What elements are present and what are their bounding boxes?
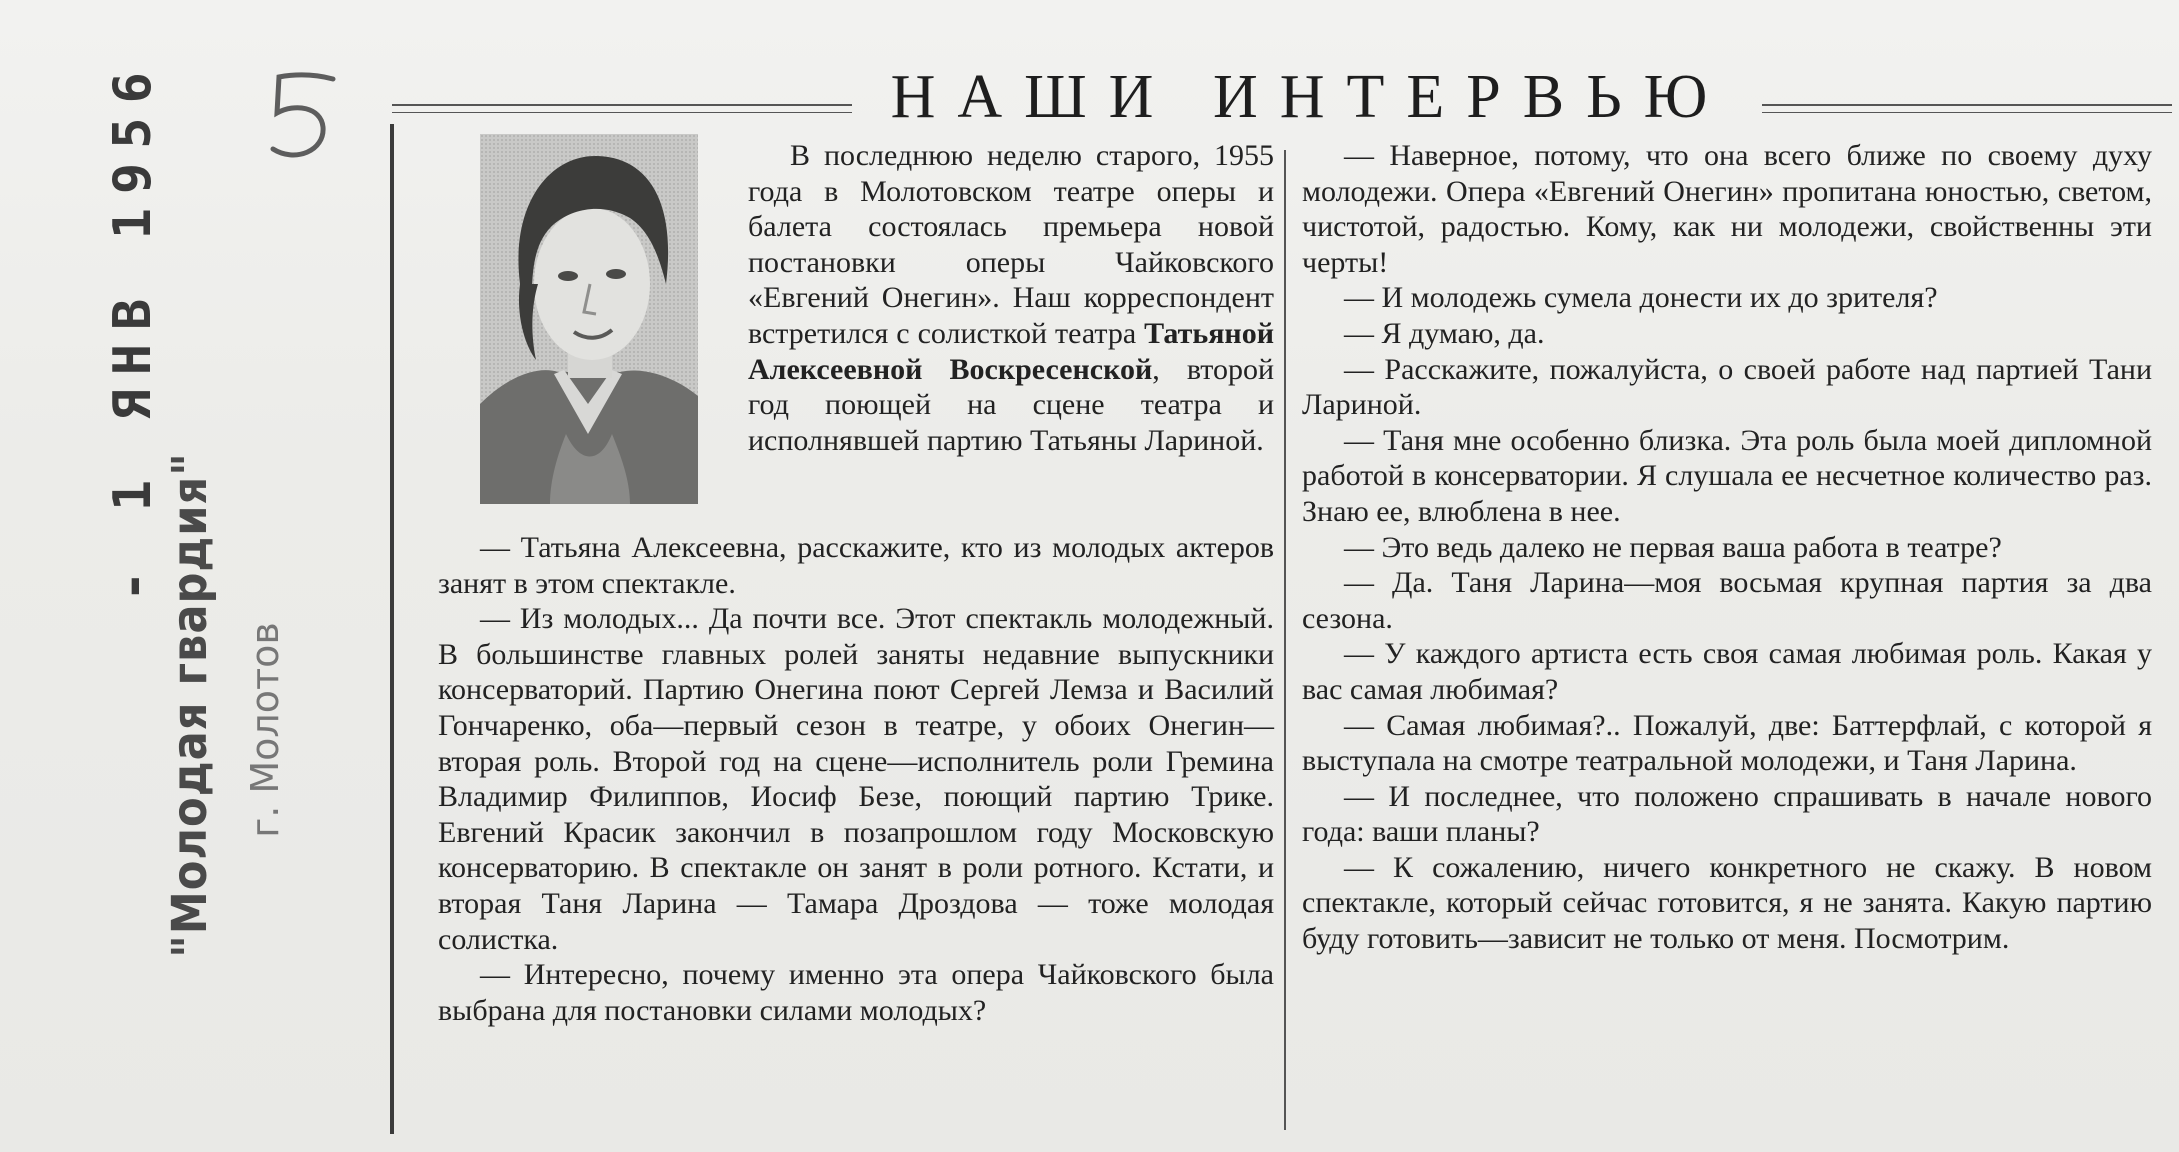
dialogue-paragraph: — Татьяна Алексеевна, расскажите, кто из молодых актеров занят в этом спектакле. — [438, 531, 1274, 600]
date-stamp-text: - 1 ЯНВ 1956 — [103, 58, 163, 602]
city-stamp — [240, 540, 290, 920]
dialogue-paragraph: — Интересно, почему именно эта опера Чайковского была выбрана для постановки силами молодых? — [438, 958, 1274, 1027]
dialogue-paragraph: — Я думаю, да. — [1344, 316, 1545, 350]
dialogue-paragraph: — Расскажите, пожалуйста, о своей работе над партией Тани Лариной. — [1302, 352, 2152, 422]
newspaper-name-stamp — [155, 452, 225, 958]
dialogue-paragraph: — Это ведь далеко не первая ваша работа в театре? — [1344, 530, 2002, 564]
article-intro — [748, 138, 1274, 458]
dialogue-paragraph: — Из молодых... Да почти все. Этот спектакль молодежный. В большинстве главных ролей заняты недавние выпускники консерваторий. Партию Онегина поют Сергей Лемза и Василий Гончаренко, оба—первый сезон в театре, у обоих Онегин—вторая роль. Второй год на сцене—исполнитель роли Гремина Владимир Филиппов, Иосиф Безе, поющий партию Трике. Евгений Красик закончил в позапрошлом году Московскую консерваторию. В спектакле он занят в роли ротного. Кстати, и вторая Таня Ларина — Тамара Дроздова — тоже молодая солистка. — [438, 602, 1274, 956]
headline: НАШИ ИНТЕРВЬЮ — [890, 63, 1730, 131]
city-stamp-text: г. Молотов — [243, 622, 287, 838]
handwritten-number-mark — [255, 65, 345, 175]
dialogue-paragraph: — Наверное, потому, что она всего ближе по своему духу молодежи. Опера «Евгений Онегин» пропитана юностью, светом, чистотой, радостью. Кому, как ни молодежи, свойственны эти черты! — [1302, 139, 2152, 279]
portrait-photo-drawing — [480, 134, 698, 504]
intro-text-end: , второй год поющей на сцене театра и исполнявшей партию Татьяны Лариной. — [748, 352, 1274, 457]
headline-rule-left — [392, 104, 852, 113]
soloist-name: Татьяной Алексеевной Воскресенской — [748, 316, 1274, 386]
portrait-photo — [480, 134, 698, 504]
headline-rule-right — [1762, 104, 2172, 113]
article-column-2 — [1302, 138, 2152, 957]
dialogue-paragraph: — К сожалению, ничего конкретного не скажу. В новом спектакле, который сейчас готовится, я не занята. Какую партию буду готовить—зависит не только от меня. Посмотрим. — [1302, 850, 2152, 956]
article-column-1 — [438, 530, 1274, 1028]
dialogue-paragraph: — У каждого артиста есть своя самая любимая роль. Какая у вас самая любимая? — [1302, 637, 2152, 706]
intro-text-start: В последнюю неделю старого, 1955 года в Молотовском театре оперы и балета состоялась премьера новой постановки оперы Чайковского «Евгений Онегин». Наш корреспондент встретился с солисткой театра — [748, 139, 1274, 350]
newspaper-name-text: "Молодая гвардия" — [162, 452, 218, 958]
dialogue-paragraph: — Таня мне особенно близка. Эта роль была моей дипломной работой в консерватории. Я слушала ее несчетное количество раз. Знаю ее, влюблена в нее. — [1302, 423, 2152, 528]
article-frame-border — [390, 124, 394, 1134]
dialogue-paragraph: — И последнее, что положено спрашивать в начале нового года: ваши планы? — [1302, 779, 2152, 849]
intro-paragraph — [748, 138, 1274, 458]
dialogue-paragraph: — Да. Таня Ларина—моя восьмая крупная партия за два сезона. — [1302, 566, 2152, 635]
dialogue-paragraph: — Самая любимая?.. Пожалуй, две: Баттерфлай, с которой я выступала на смотре театральной молодежи, и Таня Ларина. — [1302, 708, 2152, 778]
column-divider — [1284, 150, 1286, 1130]
dialogue-paragraph: — И молодежь сумела донести их до зрителя? — [1344, 281, 1938, 315]
